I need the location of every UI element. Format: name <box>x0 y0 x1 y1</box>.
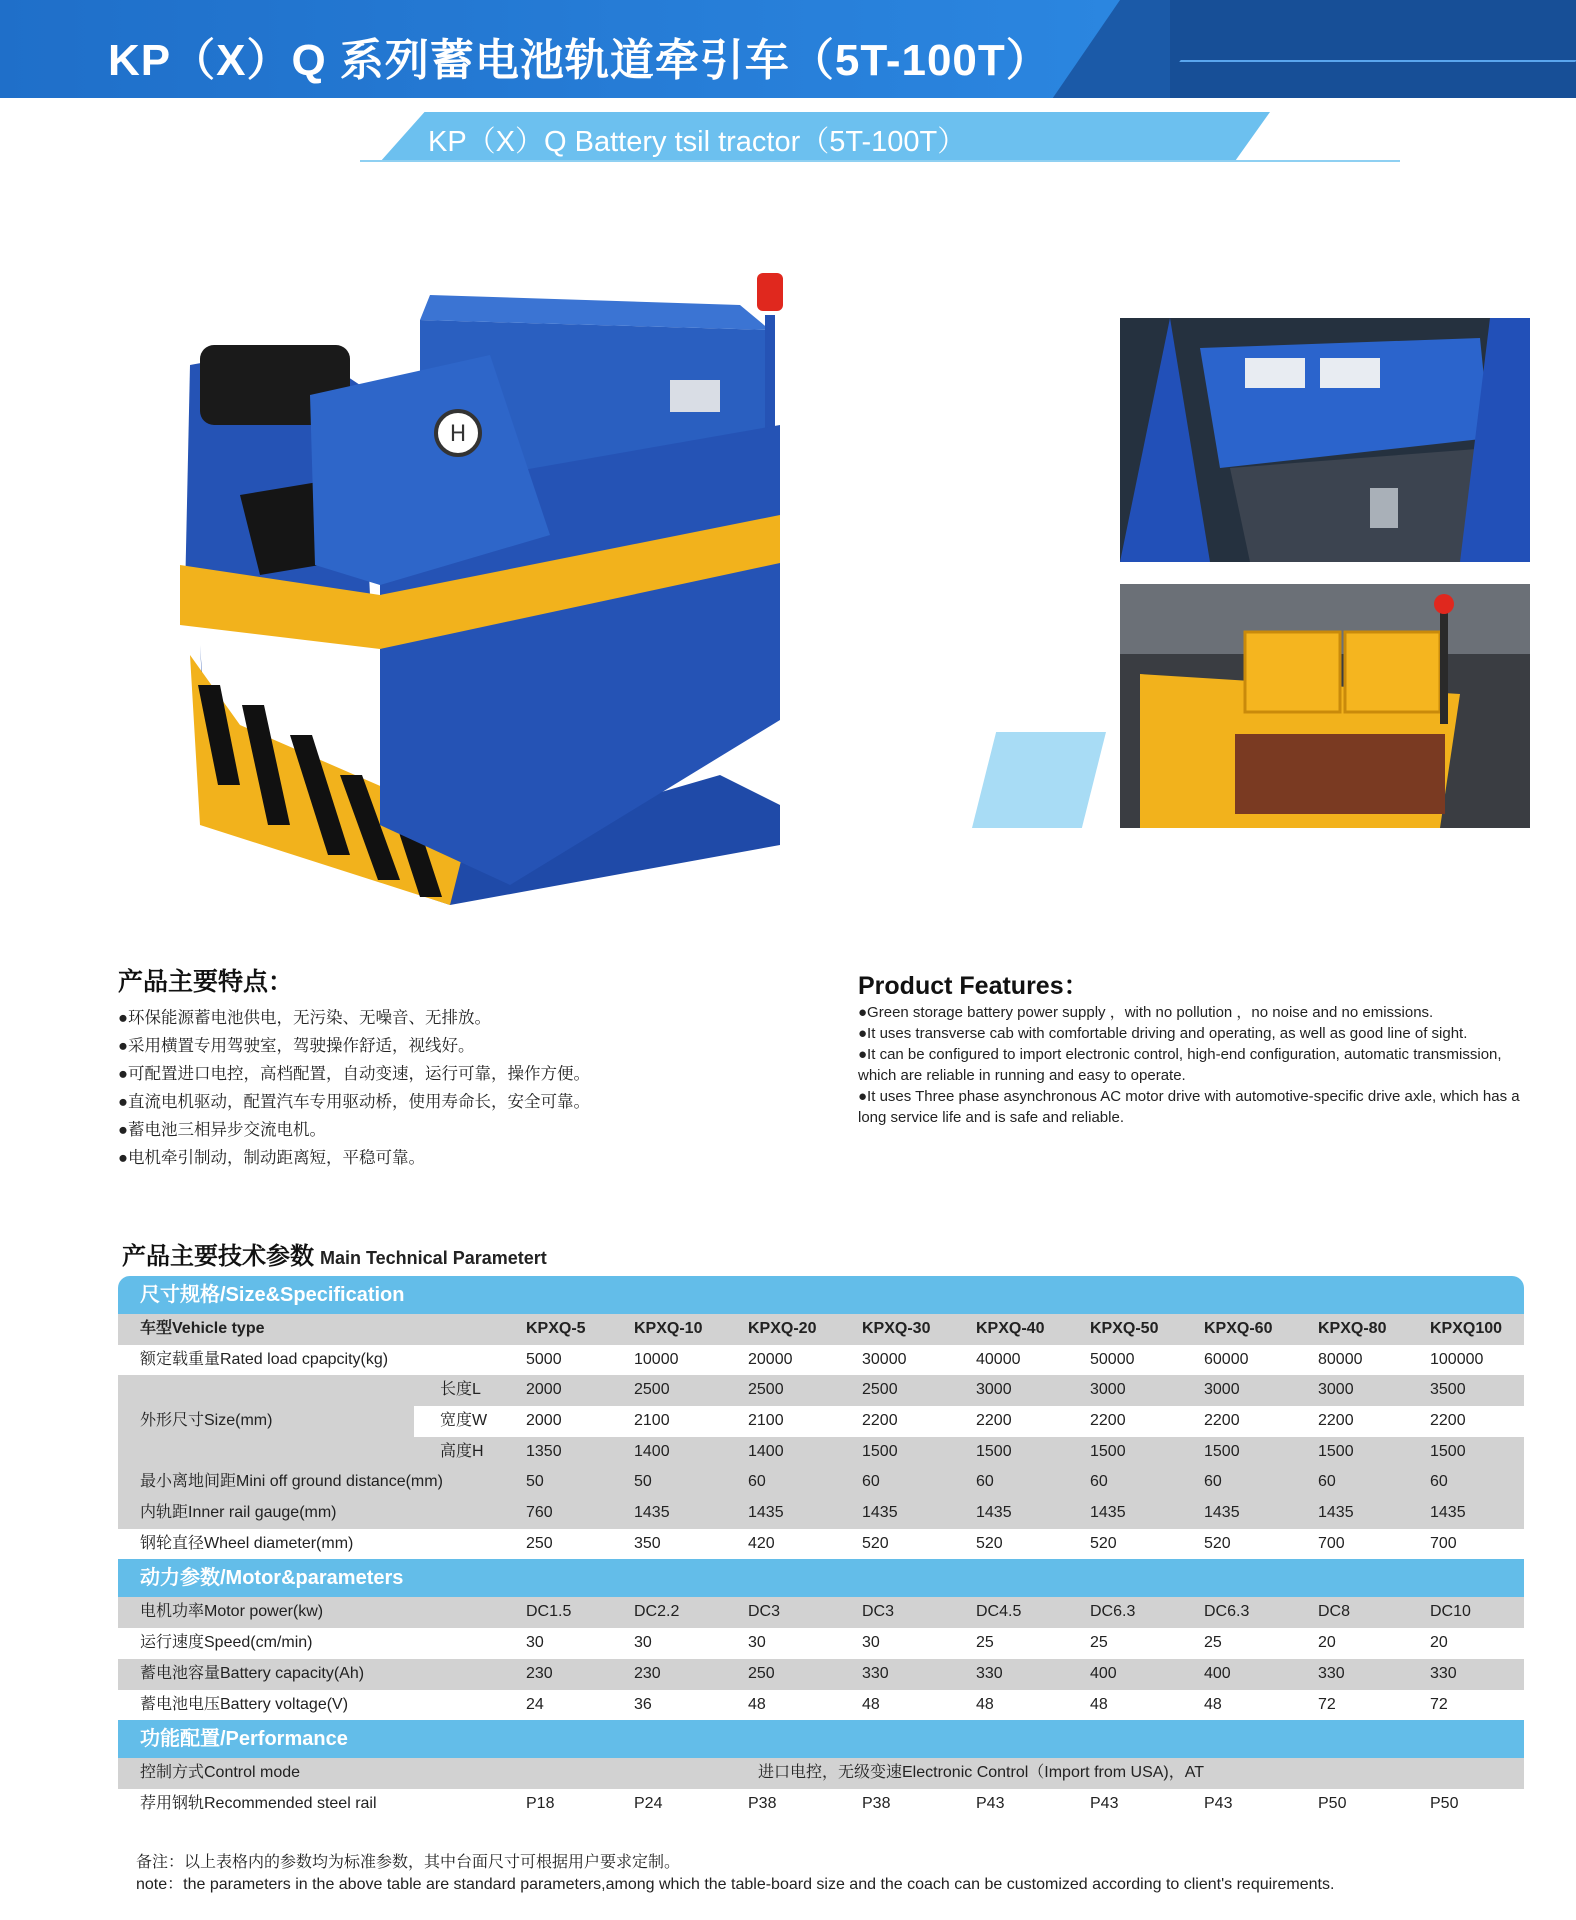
table-cell: 520 <box>1204 1534 1231 1552</box>
table-row-size <box>118 1375 1524 1467</box>
table-cell: 25 <box>1204 1634 1222 1652</box>
row-label: 运行速度Speed(cm/min) <box>140 1634 313 1652</box>
table-cell: 2200 <box>1318 1412 1354 1430</box>
row-label: 电机功率Motor power(kw) <box>140 1603 324 1621</box>
table-cell: DC4.5 <box>976 1603 1022 1621</box>
section-header-motor: 动力参数/Motor&parameters <box>118 1559 1524 1597</box>
table-cell: 2200 <box>1430 1412 1466 1430</box>
table-cell: 20 <box>1318 1634 1336 1652</box>
table-row-rated-load <box>118 1345 1524 1376</box>
table-cell: 72 <box>1430 1695 1448 1713</box>
footnote-en: note：the parameters in the above table are standard parameters,among which the table-board size and the coach can be customized according to client's requirements. <box>136 1876 1335 1893</box>
table-cell: 40000 <box>976 1350 1021 1368</box>
table-cell: 2200 <box>1204 1412 1240 1430</box>
table-cell: 20 <box>1430 1634 1448 1652</box>
list-item: ●It can be configured to import electronic control, high-end configuration, automatic transmission, which are reliable in running and easy to operate. <box>858 1046 1502 1084</box>
params-heading <box>122 1236 547 1271</box>
params-heading-en: Main Technical Parametert <box>320 1248 547 1268</box>
features-list-en <box>858 1002 1538 1128</box>
table-cell: 2100 <box>748 1412 784 1430</box>
table-cell: 2000 <box>526 1412 562 1430</box>
table-cell: 3500 <box>1430 1381 1466 1399</box>
table-cell: KPXQ-20 <box>748 1320 817 1337</box>
table-cell: 1500 <box>1204 1442 1240 1460</box>
table-cell: KPXQ-60 <box>1204 1320 1273 1337</box>
table-cell: P43 <box>1090 1794 1119 1812</box>
table-cell: 1400 <box>748 1442 784 1460</box>
table-cell: 50 <box>634 1473 652 1491</box>
table-row-width <box>118 1406 1524 1437</box>
row-label: 内轨距Inner rail gauge(mm) <box>140 1504 337 1522</box>
table-cell: 1350 <box>526 1442 562 1460</box>
table-cell: 230 <box>526 1664 553 1682</box>
table-cell: 250 <box>526 1534 553 1552</box>
table-cell: 50 <box>526 1473 544 1491</box>
table-cell: 400 <box>1204 1664 1231 1682</box>
table-row-rail <box>118 1789 1524 1820</box>
table-cell: P24 <box>634 1794 663 1812</box>
page-title: KP（X）Q 系列蓄电池轨道牵引车（5T-100T） <box>108 36 1051 85</box>
table-cell: 60000 <box>1204 1350 1249 1368</box>
svg-text:H: H <box>449 422 467 447</box>
header-bar-line <box>1179 60 1576 62</box>
list-item: ●Green storage battery power supply ，with no pollution ，no noise and no emissions. <box>858 1004 1434 1021</box>
row-label: 额定载重量Rated load cpapcity(kg) <box>140 1350 389 1368</box>
list-item: ●It uses transverse cab with comfortable driving and operating, as well as good line of sight. <box>858 1025 1468 1042</box>
table-cell: 1500 <box>976 1442 1012 1460</box>
table-cell: 24 <box>526 1695 544 1713</box>
table-cell: 2000 <box>526 1381 562 1399</box>
table-cell: KPXQ100 <box>1430 1320 1503 1337</box>
table-cell: 230 <box>634 1664 661 1682</box>
table-cell: 400 <box>1090 1664 1117 1682</box>
row-label: 钢轮直径Wheel diameter(mm) <box>140 1534 354 1552</box>
table-cell: P43 <box>976 1794 1005 1812</box>
table-cell: DC6.3 <box>1204 1603 1250 1621</box>
table-cell: 60 <box>1090 1473 1108 1491</box>
section-header-performance: 功能配置/Performance <box>118 1720 1524 1758</box>
table-cell: 420 <box>748 1534 775 1552</box>
features-title-cn: 产品主要特点： <box>118 968 294 996</box>
footnote-cn: 备注：以上表格内的参数均为标准参数，其中台面尺寸可根据用户要求定制。 <box>136 1854 681 1871</box>
params-heading-cn: 产品主要技术参数 <box>122 1243 314 1270</box>
table-cell: DC10 <box>1430 1603 1471 1621</box>
table-row-length <box>118 1375 1524 1406</box>
table-cell: 2200 <box>976 1412 1012 1430</box>
row-label: 车型Vehicle type <box>140 1320 265 1337</box>
table-row-vehicle-type <box>118 1314 1524 1345</box>
table-cell: 330 <box>976 1664 1003 1682</box>
list-item: ●电机牵引制动，制动距离短，平稳可靠。 <box>118 1149 425 1167</box>
list-item: ●直流电机驱动，配置汽车专用驱动桥，使用寿命长，安全可靠。 <box>118 1093 590 1111</box>
table-cell: 1435 <box>748 1504 784 1522</box>
table-cell: 30000 <box>862 1350 907 1368</box>
table-cell: 1500 <box>1090 1442 1126 1460</box>
table-cell: 30 <box>862 1634 880 1652</box>
table-cell: 30 <box>526 1634 544 1652</box>
table-cell: P38 <box>748 1794 777 1812</box>
table-cell: 25 <box>1090 1634 1108 1652</box>
table-cell: P43 <box>1204 1794 1233 1812</box>
table-cell: 1500 <box>1318 1442 1354 1460</box>
table-cell: 48 <box>1090 1695 1108 1713</box>
table-cell: 760 <box>526 1504 553 1522</box>
table-cell: 48 <box>1204 1695 1222 1713</box>
table-row-control <box>118 1758 1524 1789</box>
table-row-capacity <box>118 1659 1524 1690</box>
table-cell: 520 <box>862 1534 889 1552</box>
table-cell: 20000 <box>748 1350 793 1368</box>
sub-label: 宽度W <box>440 1412 488 1430</box>
list-item: ●环保能源蓄电池供电，无污染、无噪音、无排放。 <box>118 1009 491 1027</box>
table-row-gauge <box>118 1498 1524 1529</box>
table-cell: 2500 <box>748 1381 784 1399</box>
table-cell: KPXQ-80 <box>1318 1320 1387 1337</box>
table-cell: 2200 <box>862 1412 898 1430</box>
table-cell: 250 <box>748 1664 775 1682</box>
table-cell: 1500 <box>862 1442 898 1460</box>
table-row-wheel <box>118 1529 1524 1560</box>
features-title-en: Product Features： <box>858 972 1089 1000</box>
table-cell: 1435 <box>1318 1504 1354 1522</box>
table-cell: 50000 <box>1090 1350 1135 1368</box>
table-cell: 2100 <box>634 1412 670 1430</box>
table-cell: 60 <box>862 1473 880 1491</box>
table-cell: DC6.3 <box>1090 1603 1136 1621</box>
table-cell: 30 <box>634 1634 652 1652</box>
row-label: 蓄电池电压Battery voltage(V) <box>140 1695 349 1713</box>
features-list-cn <box>118 1004 590 1172</box>
table-cell: 80000 <box>1318 1350 1363 1368</box>
table-cell: KPXQ-10 <box>634 1320 703 1337</box>
table-cell: KPXQ-5 <box>526 1320 586 1337</box>
subtitle-underline <box>360 160 1400 162</box>
spec-table <box>118 1276 1524 1820</box>
table-row-motor-power <box>118 1597 1524 1628</box>
header-bar-stripe <box>1170 0 1576 98</box>
yellow-tractor-image <box>1120 584 1530 828</box>
table-cell: DC1.5 <box>526 1603 572 1621</box>
table-cell: 1435 <box>1090 1504 1126 1522</box>
table-cell: 5000 <box>526 1350 562 1368</box>
row-label: 最小离地间距Mini off ground distance(mm) <box>140 1473 443 1491</box>
table-cell: 1435 <box>1430 1504 1466 1522</box>
table-row-voltage <box>118 1690 1524 1721</box>
table-cell: 1435 <box>862 1504 898 1522</box>
table-cell: 48 <box>748 1695 766 1713</box>
table-cell: 72 <box>1318 1695 1336 1713</box>
table-cell: 3000 <box>1318 1381 1354 1399</box>
table-cell: 700 <box>1318 1534 1345 1552</box>
table-cell: 330 <box>862 1664 889 1682</box>
table-cell: 1435 <box>634 1504 670 1522</box>
table-cell: 1400 <box>634 1442 670 1460</box>
list-item: ●蓄电池三相异步交流电机。 <box>118 1121 326 1139</box>
table-cell: 2500 <box>634 1381 670 1399</box>
sub-label: 长度L <box>440 1381 481 1399</box>
table-cell: 60 <box>1204 1473 1222 1491</box>
table-cell: 60 <box>976 1473 994 1491</box>
row-label: 控制方式Control mode <box>140 1764 301 1782</box>
size-label: 外形尺寸Size(mm) <box>140 1412 273 1430</box>
table-cell: P50 <box>1318 1794 1347 1812</box>
table-cell: 2500 <box>862 1381 898 1399</box>
table-cell: 100000 <box>1430 1350 1484 1368</box>
table-cell: 700 <box>1430 1534 1457 1552</box>
row-label: 蓄电池容量Battery capacity(Ah) <box>140 1664 365 1682</box>
table-cell: 520 <box>1090 1534 1117 1552</box>
table-cell: 60 <box>748 1473 766 1491</box>
table-cell: 3000 <box>976 1381 1012 1399</box>
table-cell: 330 <box>1318 1664 1345 1682</box>
table-cell: 330 <box>1430 1664 1457 1682</box>
table-row-ground <box>118 1467 1524 1498</box>
table-cell: 25 <box>976 1634 994 1652</box>
table-cell: P18 <box>526 1794 555 1812</box>
table-cell: 520 <box>976 1534 1003 1552</box>
table-cell: 1500 <box>1430 1442 1466 1460</box>
table-cell: 1435 <box>1204 1504 1240 1522</box>
tractor-main-image <box>180 265 960 905</box>
table-cell: KPXQ-30 <box>862 1320 931 1337</box>
page-subtitle: KP（X）Q Battery tsil tractor（5T-100T） <box>428 126 967 158</box>
table-cell: DC8 <box>1318 1603 1351 1621</box>
table-cell: 60 <box>1430 1473 1448 1491</box>
table-cell: 3000 <box>1204 1381 1240 1399</box>
table-cell: 48 <box>976 1695 994 1713</box>
table-cell: 2200 <box>1090 1412 1126 1430</box>
table-cell: 1435 <box>976 1504 1012 1522</box>
table-cell: 10000 <box>634 1350 679 1368</box>
table-cell: DC3 <box>748 1603 781 1621</box>
section-header-size: 尺寸规格/Size&Specification <box>118 1276 1524 1314</box>
footnote <box>136 1852 1334 1896</box>
table-cell: P38 <box>862 1794 891 1812</box>
table-cell: 60 <box>1318 1473 1336 1491</box>
table-cell: KPXQ-50 <box>1090 1320 1159 1337</box>
sub-label: 高度H <box>440 1442 484 1460</box>
list-item: ●采用横置专用驾驶室，驾驶操作舒适，视线好。 <box>118 1037 475 1055</box>
table-row-height <box>118 1437 1524 1468</box>
list-item: ●可配置进口电控，高档配置，自动变速，运行可靠，操作方便。 <box>118 1065 590 1083</box>
table-cell: 48 <box>862 1695 880 1713</box>
list-item: ●It uses Three phase asynchronous AC motor drive with automotive-specific drive axle, which has a long service life and is safe and reliable. <box>858 1088 1520 1126</box>
table-cell: 3000 <box>1090 1381 1126 1399</box>
table-cell: KPXQ-40 <box>976 1320 1045 1337</box>
table-cell: 36 <box>634 1695 652 1713</box>
decorative-parallelogram <box>972 732 1106 828</box>
table-cell: P50 <box>1430 1794 1459 1812</box>
table-cell: DC3 <box>862 1603 895 1621</box>
cab-interior-image <box>1120 318 1530 562</box>
table-cell: DC2.2 <box>634 1603 680 1621</box>
table-cell: 350 <box>634 1534 661 1552</box>
table-row-speed <box>118 1628 1524 1659</box>
row-label: 荐用钢轨Recommended steel rail <box>140 1794 377 1812</box>
table-cell: 30 <box>748 1634 766 1652</box>
control-mode-value: 进口电控，无级变速Electronic Control（Import from USA)，AT <box>758 1764 1204 1782</box>
